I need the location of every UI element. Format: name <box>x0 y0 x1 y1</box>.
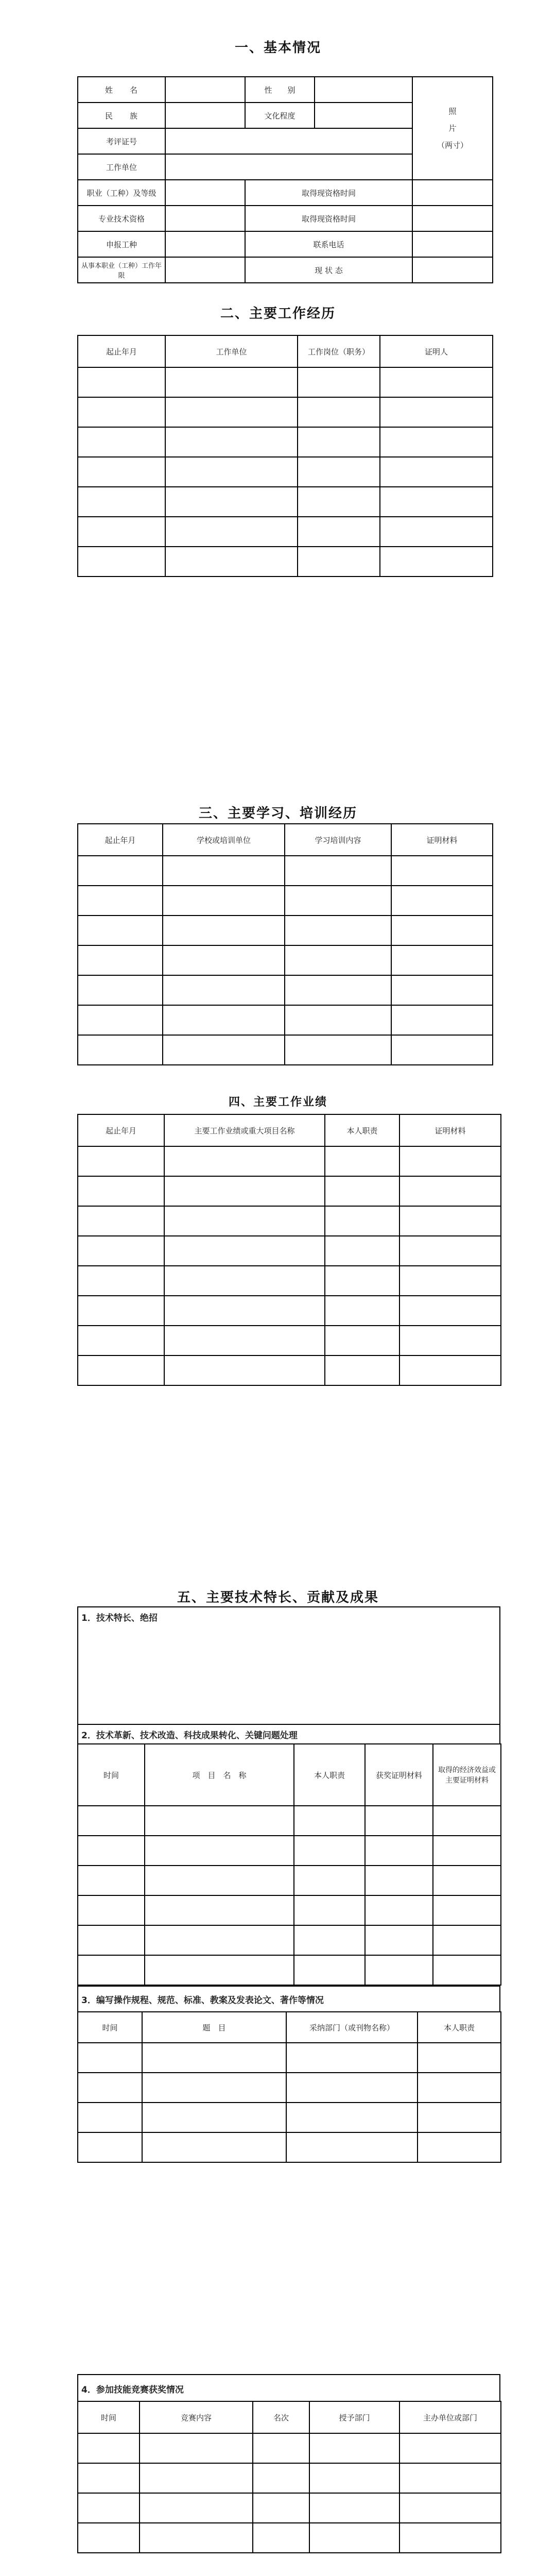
occupation-label: 职业（工种）及等级 <box>78 180 165 206</box>
education-field[interactable] <box>315 103 412 128</box>
header-witness: 证明人 <box>380 335 493 367</box>
status-field[interactable] <box>412 257 493 283</box>
work-unit-label: 工作单位 <box>78 154 165 180</box>
header-time: 时间 <box>78 2401 140 2433</box>
table-row <box>78 945 493 975</box>
header-time: 时间 <box>78 2012 142 2043</box>
cert-time-field[interactable] <box>412 180 493 206</box>
table-row <box>78 2493 501 2523</box>
header-duty: 本人职责 <box>418 2012 501 2043</box>
innovation-label: 2．技术革新、技术改造、科技成果转化、关键问题处理 <box>81 1731 298 1741</box>
gender-field[interactable] <box>315 77 412 103</box>
table-row <box>78 1296 501 1326</box>
table-row <box>78 517 493 547</box>
table-row <box>78 2463 501 2493</box>
section-5-title: 五、主要技术特长、贡献及成果 <box>177 1590 379 1605</box>
training-table <box>77 823 493 1065</box>
table-row <box>78 886 493 916</box>
table-row <box>78 1866 501 1895</box>
header-proof: 证明材料 <box>391 824 493 856</box>
header-project: 主要工作业绩或重大项目名称 <box>164 1114 325 1146</box>
table-row <box>78 1326 501 1355</box>
table-row <box>78 1236 501 1266</box>
phone-field[interactable] <box>412 231 493 257</box>
table-row <box>78 2132 501 2162</box>
cert-no-field[interactable] <box>165 128 412 154</box>
table-row <box>78 2073 501 2103</box>
cert-no-label: 考评证号 <box>78 128 165 154</box>
achievements-table <box>77 1114 501 1386</box>
header-proof: 证明材料 <box>399 1114 501 1146</box>
header-duty: 本人职责 <box>294 1744 365 1806</box>
nation-field[interactable] <box>165 103 245 128</box>
cert-time-label: 取得现资格时间 <box>245 180 412 206</box>
table-row <box>78 547 493 577</box>
table-row <box>78 2043 501 2073</box>
header-unit: 工作单位 <box>165 335 298 367</box>
table-row <box>78 1836 501 1866</box>
tech-specialty-box[interactable] <box>77 1606 500 1725</box>
section-1-title: 一、基本情况 <box>234 40 321 56</box>
header-period: 起止年月 <box>78 824 163 856</box>
publications-table <box>77 2011 501 2163</box>
title-time-field[interactable] <box>412 206 493 231</box>
header-time: 时间 <box>78 1744 145 1806</box>
header-position: 工作岗位（职务） <box>298 335 380 367</box>
apply-type-label: 申报工种 <box>78 231 165 257</box>
table-row <box>78 1955 501 1985</box>
table-row <box>78 1925 501 1955</box>
header-project-name: 项 目 名 称 <box>145 1744 294 1806</box>
table-row <box>78 1895 501 1925</box>
basic-info-table <box>77 76 493 283</box>
header-duty: 本人职责 <box>325 1114 399 1146</box>
section-3-title: 三、主要学习、培训经历 <box>198 806 357 821</box>
table-row <box>78 975 493 1005</box>
table-row <box>78 427 493 457</box>
header-organizer: 主办单位或部门 <box>399 2401 501 2433</box>
table-row <box>78 916 493 945</box>
table-row <box>78 1146 501 1176</box>
phone-label: 联系电话 <box>245 231 412 257</box>
table-row <box>78 367 493 397</box>
work-unit-field[interactable] <box>165 154 412 180</box>
table-row <box>78 1035 493 1065</box>
years-label: 从事本职业（工种）工作年限 <box>78 257 165 283</box>
photo-label-3: （两寸） <box>437 140 468 150</box>
section-2-title: 二、主要工作经历 <box>220 306 336 321</box>
apply-type-field[interactable] <box>165 231 245 257</box>
title-time-label: 取得现资格时间 <box>245 206 412 231</box>
table-row <box>78 487 493 517</box>
name-field[interactable] <box>165 77 245 103</box>
years-field[interactable] <box>165 257 245 283</box>
table-row <box>78 1266 501 1296</box>
header-contest: 竞赛内容 <box>140 2401 253 2433</box>
photo-label-2: 片 <box>448 123 457 133</box>
gender-label: 性 别 <box>245 77 315 103</box>
header-adopter: 采纳部门（或刊物名称） <box>286 2012 418 2043</box>
competition-table <box>77 2401 501 2553</box>
table-row <box>78 2433 501 2463</box>
header-period: 起止年月 <box>78 1114 164 1146</box>
table-row <box>78 1176 501 1206</box>
education-label: 文化程度 <box>245 103 315 128</box>
status-label: 现 状 态 <box>245 257 412 283</box>
table-row <box>78 457 493 487</box>
table-row <box>78 1206 501 1236</box>
header-school: 学校或培训单位 <box>163 824 285 856</box>
work-history-table <box>77 335 493 577</box>
header-rank: 名次 <box>253 2401 309 2433</box>
tech-title-field[interactable] <box>165 206 245 231</box>
header-period: 起止年月 <box>78 335 165 367</box>
tech-specialty-label: 1．技术特长、绝招 <box>81 1613 158 1623</box>
publications-label: 3．编写操作规程、规范、标准、教案及发表论文、著作等情况 <box>81 1995 324 2006</box>
header-award-proof: 获奖证明材料 <box>365 1744 433 1806</box>
header-topic: 题 目 <box>142 2012 286 2043</box>
table-row <box>78 397 493 427</box>
table-row <box>78 1005 493 1035</box>
header-content: 学习培训内容 <box>285 824 391 856</box>
table-row <box>78 2523 501 2553</box>
occupation-field[interactable] <box>165 180 245 206</box>
table-row <box>78 856 493 886</box>
innovation-table <box>77 1743 501 1986</box>
header-benefit: 取得的经济效益或主要证明材料 <box>433 1744 501 1806</box>
section-4-title: 四、主要工作业绩 <box>228 1096 327 1109</box>
table-row <box>78 1355 501 1385</box>
tech-title-label: 专业技术资格 <box>78 206 165 231</box>
nation-label: 民 族 <box>78 103 165 128</box>
photo-label-1: 照 <box>448 106 457 116</box>
table-row <box>78 2103 501 2132</box>
competition-label: 4．参加技能竞赛获奖情况 <box>81 2385 184 2395</box>
name-label: 姓 名 <box>78 77 165 103</box>
table-row <box>78 1806 501 1836</box>
header-grantor: 授予部门 <box>309 2401 399 2433</box>
photo-box <box>412 77 493 180</box>
